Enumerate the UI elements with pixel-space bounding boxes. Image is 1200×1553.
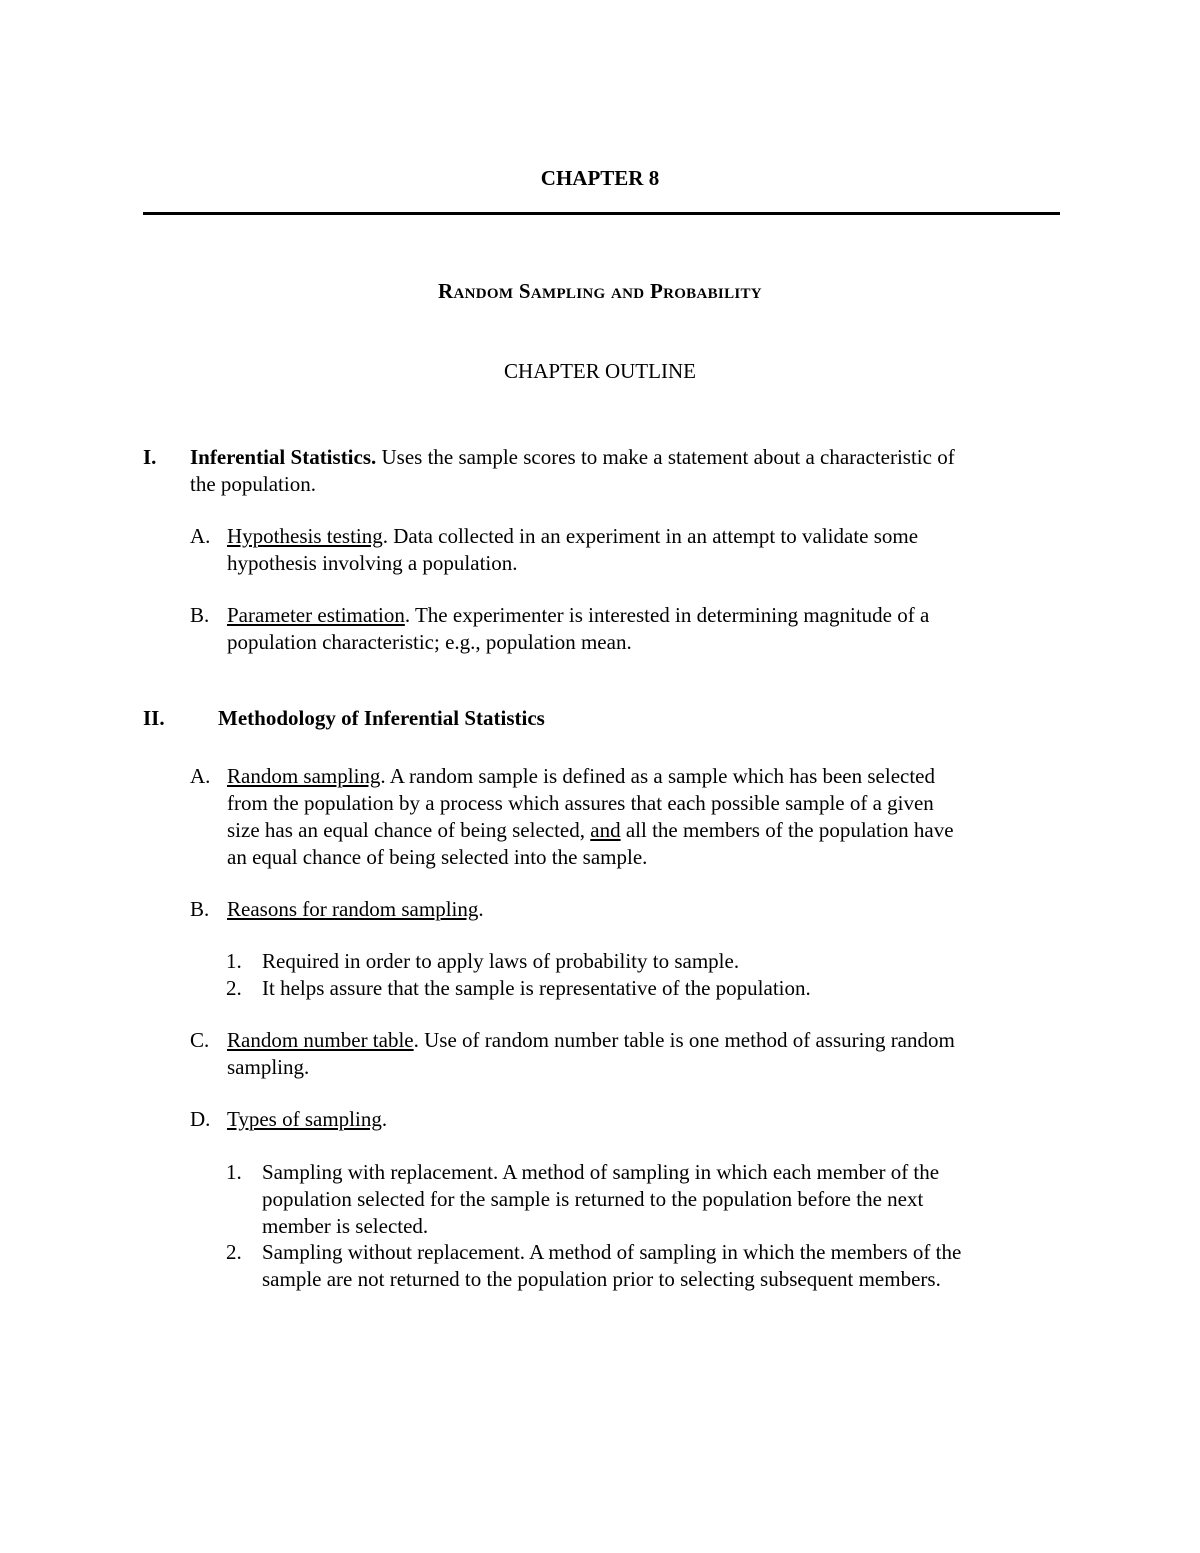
- section-1: [143, 444, 1063, 498]
- section-1-numeral: I.: [143, 445, 157, 469]
- item-line1: .: [381, 1107, 388, 1131]
- item-line3-pre: size has an equal chance of being selected,: [227, 818, 591, 842]
- item-line1: . A random sample is defined as a sample which has been selected: [380, 764, 936, 788]
- item-letter: A.: [190, 524, 211, 548]
- list-line2: sample are not returned to the population prior to selecting subsequent members.: [262, 1267, 941, 1291]
- list-number: 1.: [226, 949, 242, 973]
- section-1-text-line1: Uses the sample scores to make a statement about a characteristic of: [376, 445, 955, 469]
- section-2-title: Methodology of Inferential Statistics: [218, 706, 545, 730]
- list-number: 1.: [226, 1160, 242, 1184]
- section-1-title: Inferential Statistics.: [190, 445, 377, 469]
- item-line2: sampling.: [227, 1055, 310, 1079]
- item-term: Parameter estimation: [227, 603, 405, 627]
- item-letter: C.: [190, 1028, 210, 1052]
- list-text: [262, 1239, 1062, 1293]
- title-divider: [143, 212, 1060, 215]
- item-letter: A.: [190, 764, 211, 788]
- section-1-item-a: [190, 523, 1060, 577]
- list-line3: member is selected.: [262, 1214, 429, 1238]
- sampling-type-2: [226, 1239, 1061, 1293]
- list-text: It helps assure that the sample is representative of the population.: [262, 976, 811, 1000]
- item-text: [227, 1106, 1060, 1133]
- sampling-type-1: [226, 1159, 1061, 1240]
- item-term: Reasons for random sampling: [227, 897, 479, 921]
- item-line4: an equal chance of being selected into the sample.: [227, 845, 648, 869]
- item-text: [227, 1027, 1060, 1081]
- item-term: Types of sampling: [227, 1107, 382, 1131]
- list-text: Required in order to apply laws of probability to sample.: [262, 949, 740, 973]
- section-2-item-c: [190, 1027, 1060, 1081]
- section-2-item-d: [190, 1106, 1060, 1133]
- item-line3-emphasis: and: [590, 818, 621, 842]
- item-letter: D.: [190, 1107, 211, 1131]
- item-text: [227, 763, 1060, 871]
- item-line2: hypothesis involving a population.: [227, 551, 518, 575]
- item-letter: B.: [190, 897, 210, 921]
- item-text: [227, 523, 1060, 577]
- item-line1: . The experimenter is interested in determining magnitude of a: [404, 603, 930, 627]
- item-letter: B.: [190, 603, 210, 627]
- outline-heading: CHAPTER OUTLINE: [504, 359, 696, 383]
- item-line2: population characteristic; e.g., population mean.: [227, 630, 632, 654]
- list-number: 2.: [226, 1240, 242, 1264]
- item-term: Hypothesis testing: [227, 524, 383, 548]
- section-2-item-b: [190, 896, 1060, 923]
- item-line1: . Data collected in an experiment in an attempt to validate some: [382, 524, 919, 548]
- list-number: 2.: [226, 976, 242, 1000]
- item-line1: . Use of random number table is one method of assuring random: [413, 1028, 955, 1052]
- section-2-body: [218, 705, 1063, 732]
- item-line1: .: [478, 897, 484, 921]
- list-line1: Sampling with replacement. A method of sampling in which each member of the: [262, 1160, 940, 1184]
- item-text: [227, 602, 1060, 656]
- item-line2: from the population by a process which assures that each possible sample of a given: [227, 791, 934, 815]
- section-1-item-b: [190, 602, 1060, 656]
- item-line3-post: all the members of the population have: [620, 818, 954, 842]
- item-text: [227, 896, 1060, 923]
- list-line1: Sampling without replacement. A method of sampling in which the members of the: [262, 1240, 962, 1264]
- section-1-text-line2: the population.: [190, 472, 316, 496]
- list-line2: population selected for the sample is returned to the population before the next: [262, 1187, 924, 1211]
- section-2-numeral: II.: [143, 706, 165, 730]
- chapter-title: CHAPTER 8: [540, 166, 660, 190]
- section-1-body-line2: [190, 471, 1065, 498]
- chapter-subtitle: Random Sampling and Probability: [438, 279, 762, 303]
- list-text: [262, 1159, 1062, 1240]
- section-1-body: [190, 444, 1065, 471]
- section-2-item-a: [190, 763, 1060, 871]
- item-term: Random sampling: [227, 764, 381, 788]
- item-term: Random number table: [227, 1028, 414, 1052]
- section-2: [143, 705, 1063, 732]
